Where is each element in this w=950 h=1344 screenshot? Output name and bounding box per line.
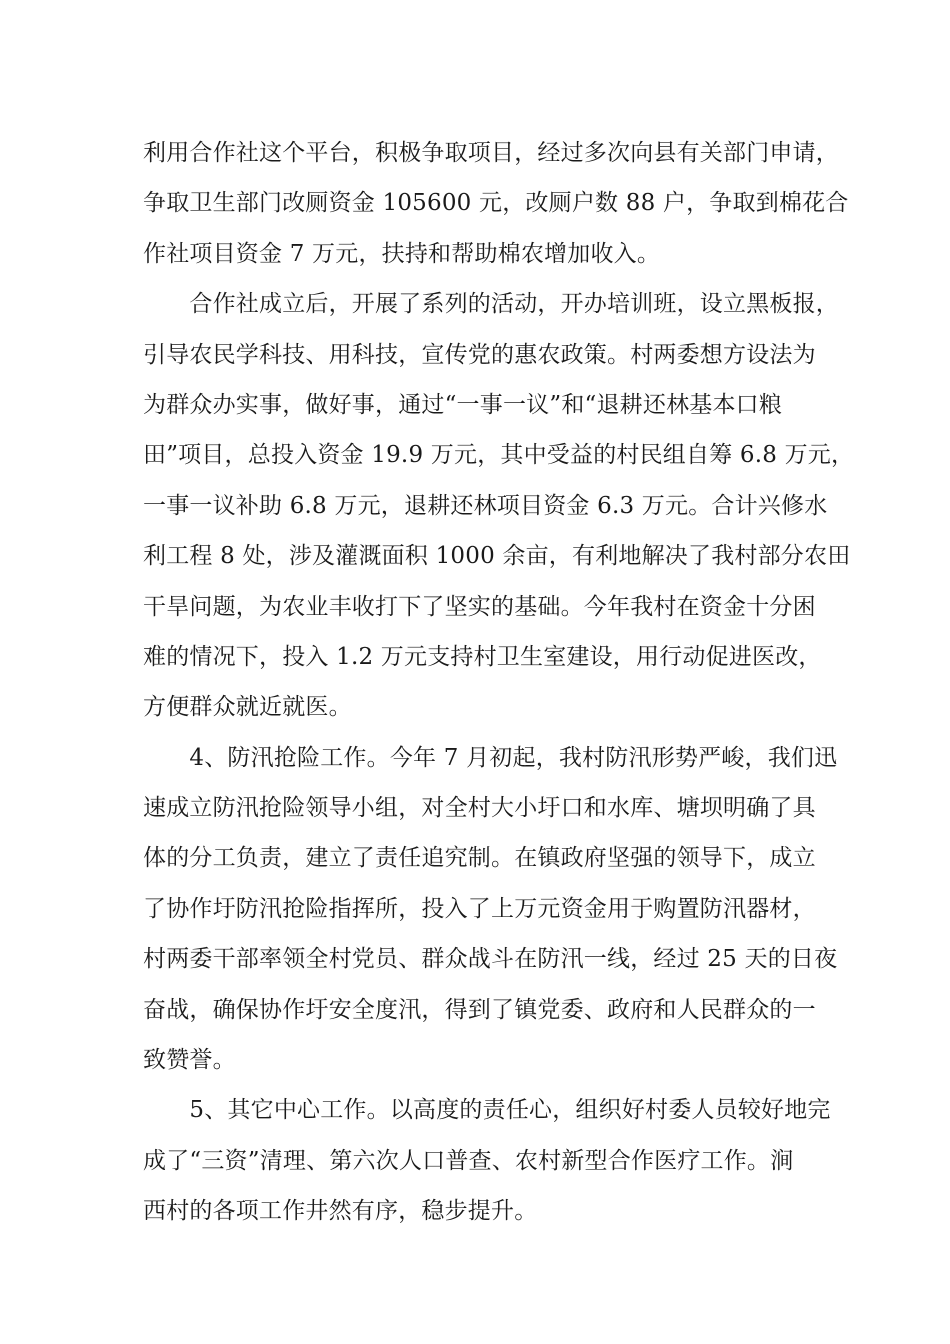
text-line: 4、防汛抢险工作。今年 7 月初起，我村防汛形势严峻，我们迅 <box>143 744 838 771</box>
text-line: 西村的各项工作井然有序，稳步提升。 <box>143 1198 538 1225</box>
text-line: 一事一议补助 6.8 万元，退耕还林项目资金 6.3 万元。合计兴修水 <box>143 492 828 519</box>
paragraph-other-work <box>143 1085 833 1236</box>
text-line: 村两委干部率领全村党员、群众战斗在防汛一线，经过 25 天的日夜 <box>143 946 838 973</box>
text-line: 致赞誉。 <box>143 1047 236 1074</box>
text-line: 利工程 8 处，涉及灌溉面积 1000 余亩，有利地解决了我村部分农田 <box>143 543 851 570</box>
text-line: 引导农民学科技、用科技，宣传党的惠农政策。村两委想方设法为 <box>143 341 816 368</box>
paragraph-cooperative-projects <box>143 128 849 279</box>
text-line: 争取卫生部门改厕资金 105600 元，改厕户数 88 户，争取到棉花合 <box>143 190 849 217</box>
paragraph-cooperative-activities <box>143 279 855 733</box>
text-line: 速成立防汛抢险领导小组，对全村大小圩口和水库、塘坝明确了具 <box>143 795 816 822</box>
text-line: 奋战，确保协作圩安全度汛，得到了镇党委、政府和人民群众的一 <box>143 996 816 1023</box>
text-line: 体的分工负责，建立了责任追究制。在镇政府坚强的领导下，成立 <box>143 845 816 872</box>
paragraph-flood-control <box>143 733 838 1086</box>
text-line: 干旱问题，为农业丰收打下了坚实的基础。今年我村在资金十分困 <box>143 593 816 620</box>
text-line: 合作社成立后，开展了系列的活动，开办培训班，设立黑板报， <box>143 291 839 318</box>
text-line: 成了“三资”清理、第六次人口普查、农村新型合作医疗工作。涧 <box>143 1147 794 1174</box>
text-line: 田”项目，总投入资金 19.9 万元，其中受益的村民组自筹 6.8 万元， <box>143 442 855 469</box>
text-line: 利用合作社这个平台，积极争取项目，经过多次向县有关部门申请， <box>143 140 839 166</box>
text-line: 作社项目资金 7 万元，扶持和帮助棉农增加收入。 <box>143 240 661 267</box>
text-line: 了协作圩防汛抢险指挥所，投入了上万元资金用于购置防汛器材， <box>143 895 816 922</box>
text-line: 难的情况下，投入 1.2 万元支持村卫生室建设，用行动促进医改， <box>143 643 822 670</box>
text-line: 方便群众就近就医。 <box>143 694 352 721</box>
text-line: 5、其它中心工作。以高度的责任心，组织好村委人员较好地完 <box>143 1097 831 1124</box>
body-text <box>143 128 855 1237</box>
text-line: 为群众办实事，做好事，通过“一事一议”和“退耕还林基本口粮 <box>143 391 783 418</box>
